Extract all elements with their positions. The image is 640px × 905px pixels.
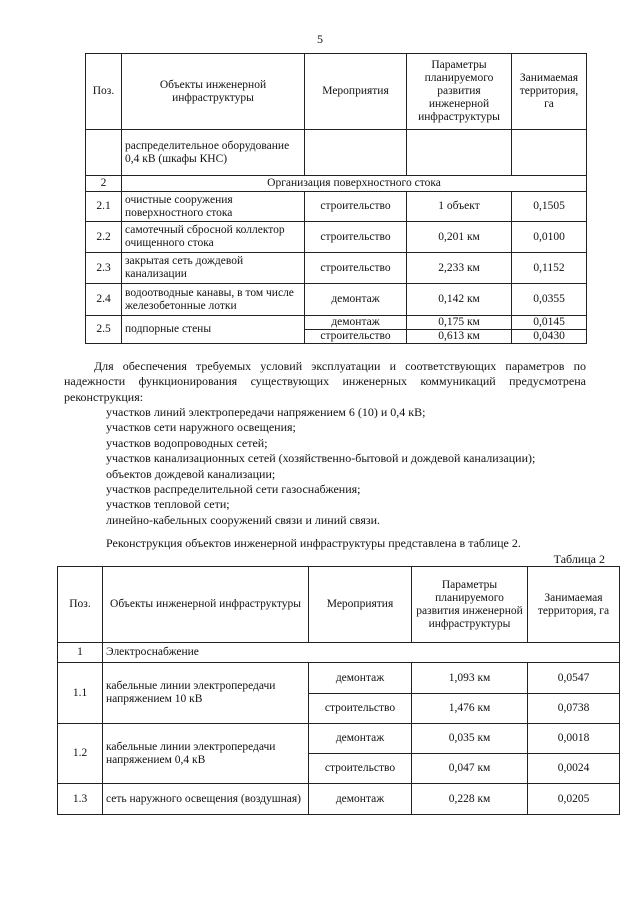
header-action: Мероприятия — [305, 54, 407, 130]
reconstruction-list — [106, 405, 586, 528]
cell-pos: 1.1 — [58, 663, 103, 724]
cell-area: 0,1152 — [512, 253, 587, 284]
table-row — [58, 724, 620, 754]
cell-param: 0,142 км — [407, 284, 512, 316]
cell-action: строительство — [309, 754, 412, 784]
cell-area: 0,0205 — [528, 784, 620, 815]
cell-param: 0,175 км — [407, 316, 512, 330]
table-2-intro: Реконструкция объектов инженерной инфраструктуры представлена в таблице 2. — [106, 536, 521, 550]
table-2-caption: Таблица 2 — [553, 552, 605, 566]
page-number: 5 — [317, 32, 323, 46]
header-area: Занимаемая территория, га — [512, 54, 587, 130]
cell-object: сеть наружного освещения (воздушная) — [103, 784, 309, 815]
header-object: Объекты инженерной инфраструктуры — [122, 54, 305, 130]
cell-action: демонтаж — [305, 316, 407, 330]
table-header-row — [86, 54, 587, 130]
cell-param: 1 объект — [407, 192, 512, 222]
intro-paragraph: Для обеспечения требуемых условий эксплуатации и соответствующих параметров по надежности функционирования существующих инженерных коммуникаций предусмотрена реконструкция: — [64, 359, 586, 404]
cell-pos: 2.5 — [86, 316, 122, 344]
header-pos: Поз. — [86, 54, 122, 130]
cell-pos: 1.2 — [58, 724, 103, 784]
cell-action: строительство — [305, 253, 407, 284]
table-row — [86, 284, 587, 316]
cell-area: 0,1505 — [512, 192, 587, 222]
cell-area: 0,0145 — [512, 316, 587, 330]
list-item: участков канализационных сетей (хозяйственно-бытовой и дождевой канализации); — [106, 451, 536, 466]
header-params: Параметры планируемого развития инженерной инфраструктуры — [407, 54, 512, 130]
cell-action: демонтаж — [309, 784, 412, 815]
section-row — [58, 643, 620, 663]
cell-param: 0,035 км — [412, 724, 528, 754]
cell-pos: 2 — [86, 176, 122, 192]
cell-action: строительство — [309, 694, 412, 724]
cell-object: очистные сооружения поверхностного стока — [122, 192, 305, 222]
cell-action: демонтаж — [309, 724, 412, 754]
cell-pos: 2.1 — [86, 192, 122, 222]
list-item: участков сети наружного освещения; — [106, 420, 296, 435]
header-pos: Поз. — [58, 567, 103, 643]
cell-action: строительство — [305, 330, 407, 344]
section-title: Электроснабжение — [103, 643, 620, 663]
cell-action: строительство — [305, 192, 407, 222]
cell-object: закрытая сеть дождевой канализации — [122, 253, 305, 284]
table-row — [86, 253, 587, 284]
cell-param: 0,201 км — [407, 222, 512, 253]
table-row — [86, 130, 587, 176]
cell-param: 1,476 км — [412, 694, 528, 724]
cell-object: самотечный сбросной коллектор очищенного стока — [122, 222, 305, 253]
cell-object: кабельные линии электропередачи напряжением 10 кВ — [103, 663, 309, 724]
cell-param: 1,093 км — [412, 663, 528, 694]
table-row — [58, 784, 620, 815]
table-header-row — [58, 567, 620, 643]
cell-area: 0,0018 — [528, 724, 620, 754]
table-2 — [57, 566, 620, 815]
cell-action: строительство — [305, 222, 407, 253]
table-row — [86, 316, 587, 330]
cell-pos: 1.3 — [58, 784, 103, 815]
cell-area: 0,0547 — [528, 663, 620, 694]
table-row — [58, 663, 620, 694]
table-row — [86, 192, 587, 222]
header-object: Объекты инженерной инфраструктуры — [103, 567, 309, 643]
header-params: Параметры планируемого развития инженерной инфраструктуры — [412, 567, 528, 643]
list-item: линейно-кабельных сооружений связи и линий связи. — [106, 512, 381, 527]
cell-pos: 2.2 — [86, 222, 122, 253]
cell-area: 0,0024 — [528, 754, 620, 784]
table-1 — [85, 53, 587, 344]
cell-action: демонтаж — [305, 284, 407, 316]
list-item: участков тепловой сети; — [106, 497, 230, 512]
cell-area: 0,0738 — [528, 694, 620, 724]
cell-param: 0,613 км — [407, 330, 512, 344]
section-row — [86, 176, 587, 192]
list-item: участков водопроводных сетей; — [106, 435, 268, 450]
cell-object: подпорные стены — [122, 316, 305, 344]
cell-area: 0,0355 — [512, 284, 587, 316]
cell-param: 0,047 км — [412, 754, 528, 784]
table-row — [86, 222, 587, 253]
cell-area: 0,0430 — [512, 330, 587, 344]
list-item: объектов дождевой канализации; — [106, 466, 276, 481]
cell-pos: 2.4 — [86, 284, 122, 316]
section-title: Организация поверхностного стока — [122, 176, 587, 192]
header-area: Занимаемая территория, га — [528, 567, 620, 643]
cell-pos: 2.3 — [86, 253, 122, 284]
cell-object: распределительное оборудование 0,4 кВ (шкафы КНС) — [122, 130, 305, 176]
cell-pos: 1 — [58, 643, 103, 663]
cell-object: кабельные линии электропередачи напряжением 0,4 кВ — [103, 724, 309, 784]
list-item: участков линий электропередачи напряжением 6 (10) и 0,4 кВ; — [106, 405, 426, 419]
cell-action: демонтаж — [309, 663, 412, 694]
cell-object: водоотводные канавы, в том числе железобетонные лотки — [122, 284, 305, 316]
cell-area: 0,0100 — [512, 222, 587, 253]
list-item: участков распределительной сети газоснабжения; — [106, 481, 361, 496]
cell-param: 2,233 км — [407, 253, 512, 284]
cell-param: 0,228 км — [412, 784, 528, 815]
header-action: Мероприятия — [309, 567, 412, 643]
